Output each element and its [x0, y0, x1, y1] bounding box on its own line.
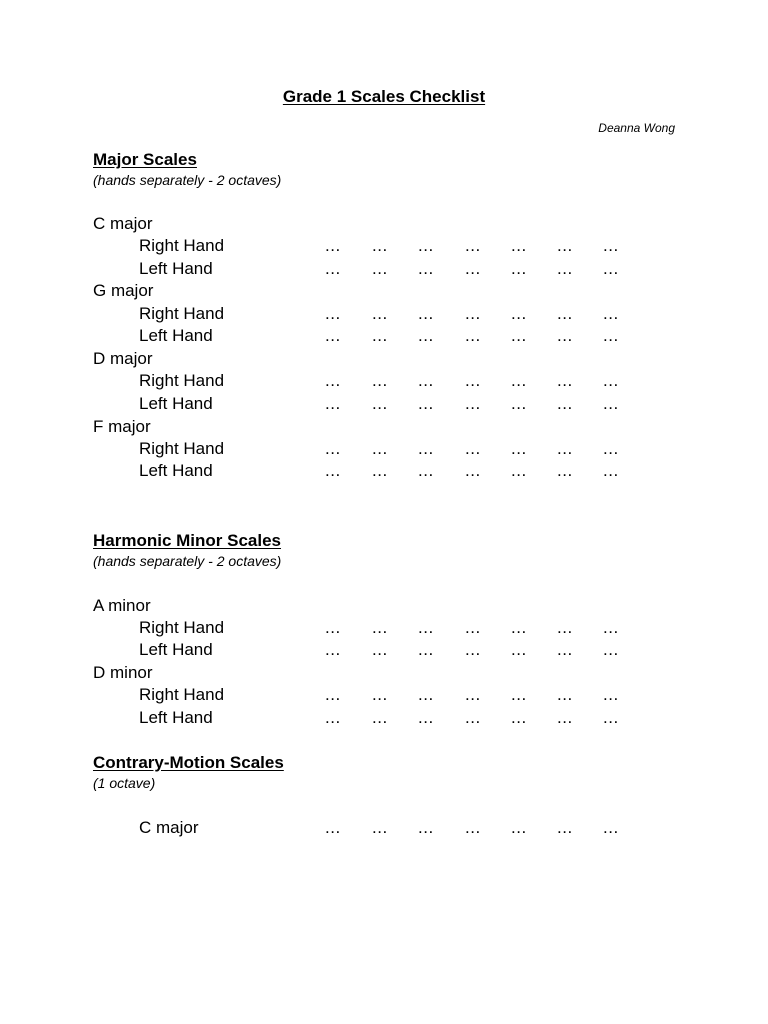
check-dots: ... — [325, 304, 341, 323]
check-dots: ... — [557, 618, 573, 637]
scale-name-f-major: F major — [93, 417, 151, 436]
minor-scales-note: (hands separately - 2 octaves) — [93, 553, 282, 569]
check-dots: ... — [557, 259, 573, 278]
check-dots: ... — [603, 326, 619, 345]
check-dots: ... — [465, 371, 481, 390]
check-dots: ... — [325, 236, 341, 255]
check-dots: ... — [557, 371, 573, 390]
minor-scales-title: Harmonic Minor Scales — [93, 531, 282, 550]
check-dots: ... — [603, 236, 619, 255]
check-dots: ... — [511, 371, 527, 390]
check-dots: ... — [325, 640, 341, 659]
check-dots: ... — [603, 618, 619, 637]
check-dots: ... — [557, 439, 573, 458]
check-dots: ... — [603, 259, 619, 278]
checklist-row — [0, 236, 768, 258]
checklist-row — [0, 461, 768, 483]
check-dots: ... — [511, 685, 527, 704]
check-dots: ... — [557, 461, 573, 480]
scale-name-c-major: C major — [93, 214, 153, 233]
check-dots: ... — [372, 461, 388, 480]
check-dots: ... — [418, 394, 434, 413]
check-dots: ... — [557, 304, 573, 323]
row-label-right-hand: Right Hand — [139, 304, 225, 323]
contrary-scales-title: Contrary-Motion Scales — [93, 753, 284, 772]
check-dots: ... — [465, 685, 481, 704]
check-dots: ... — [465, 618, 481, 637]
row-label-left-hand: Left Hand — [139, 394, 213, 413]
checklist-row — [0, 259, 768, 281]
page-title: Grade 1 Scales Checklist — [282, 87, 486, 106]
check-dots: ... — [557, 640, 573, 659]
check-dots: ... — [511, 236, 527, 255]
check-dots: ... — [372, 818, 388, 837]
check-dots: ... — [372, 326, 388, 345]
major-scales-note: (hands separately - 2 octaves) — [93, 172, 282, 188]
row-label-right-hand: Right Hand — [139, 439, 225, 458]
check-dots: ... — [465, 708, 481, 727]
check-dots: ... — [465, 236, 481, 255]
check-dots: ... — [325, 326, 341, 345]
check-dots: ... — [557, 326, 573, 345]
check-dots: ... — [418, 371, 434, 390]
check-dots: ... — [557, 236, 573, 255]
row-label-right-hand: Right Hand — [139, 371, 225, 390]
check-dots: ... — [603, 685, 619, 704]
check-dots: ... — [325, 708, 341, 727]
check-dots: ... — [418, 708, 434, 727]
check-dots: ... — [325, 618, 341, 637]
checklist-row — [0, 708, 768, 730]
check-dots: ... — [418, 259, 434, 278]
check-dots: ... — [418, 236, 434, 255]
checklist-row — [0, 618, 768, 640]
check-dots: ... — [325, 259, 341, 278]
scale-name-d-major: D major — [93, 349, 153, 368]
checklist-row — [0, 371, 768, 393]
scale-name-a-minor: A minor — [93, 596, 151, 615]
row-label-left-hand: Left Hand — [139, 640, 213, 659]
check-dots: ... — [511, 708, 527, 727]
check-dots: ... — [372, 640, 388, 659]
check-dots: ... — [511, 818, 527, 837]
row-label-right-hand: Right Hand — [139, 685, 225, 704]
check-dots: ... — [372, 685, 388, 704]
check-dots: ... — [325, 371, 341, 390]
major-scales-title: Major Scales — [93, 150, 197, 169]
check-dots: ... — [603, 371, 619, 390]
check-dots: ... — [418, 461, 434, 480]
check-dots: ... — [418, 685, 434, 704]
check-dots: ... — [372, 371, 388, 390]
checklist-row — [0, 640, 768, 662]
contrary-scales-note: (1 octave) — [93, 775, 156, 791]
checklist-row — [0, 304, 768, 326]
checklist-row — [0, 818, 768, 840]
check-dots: ... — [465, 439, 481, 458]
check-dots: ... — [465, 326, 481, 345]
check-dots: ... — [465, 394, 481, 413]
check-dots: ... — [557, 394, 573, 413]
check-dots: ... — [372, 236, 388, 255]
check-dots: ... — [603, 304, 619, 323]
check-dots: ... — [418, 304, 434, 323]
check-dots: ... — [372, 618, 388, 637]
check-dots: ... — [372, 394, 388, 413]
check-dots: ... — [465, 818, 481, 837]
row-label-left-hand: Left Hand — [139, 326, 213, 345]
check-dots: ... — [557, 685, 573, 704]
row-label-left-hand: Left Hand — [139, 259, 213, 278]
check-dots: ... — [418, 326, 434, 345]
check-dots: ... — [465, 259, 481, 278]
checklist-row — [0, 326, 768, 348]
row-label-left-hand: Left Hand — [139, 461, 213, 480]
check-dots: ... — [557, 708, 573, 727]
check-dots: ... — [511, 439, 527, 458]
checklist-row — [0, 394, 768, 416]
check-dots: ... — [372, 439, 388, 458]
check-dots: ... — [603, 818, 619, 837]
check-dots: ... — [557, 818, 573, 837]
check-dots: ... — [325, 461, 341, 480]
check-dots: ... — [603, 461, 619, 480]
row-label-left-hand: Left Hand — [139, 708, 213, 727]
check-dots: ... — [325, 818, 341, 837]
checklist-row — [0, 439, 768, 461]
check-dots: ... — [372, 304, 388, 323]
check-dots: ... — [511, 640, 527, 659]
check-dots: ... — [325, 394, 341, 413]
check-dots: ... — [372, 259, 388, 278]
check-dots: ... — [603, 708, 619, 727]
check-dots: ... — [418, 640, 434, 659]
check-dots: ... — [511, 618, 527, 637]
check-dots: ... — [372, 708, 388, 727]
check-dots: ... — [465, 640, 481, 659]
row-label-right-hand: Right Hand — [139, 618, 225, 637]
check-dots: ... — [465, 304, 481, 323]
check-dots: ... — [418, 618, 434, 637]
row-label-c-major: C major — [139, 818, 199, 837]
check-dots: ... — [603, 394, 619, 413]
scale-name-d-minor: D minor — [93, 663, 153, 682]
check-dots: ... — [511, 304, 527, 323]
check-dots: ... — [465, 461, 481, 480]
row-label-right-hand: Right Hand — [139, 236, 225, 255]
check-dots: ... — [418, 439, 434, 458]
check-dots: ... — [603, 439, 619, 458]
check-dots: ... — [511, 259, 527, 278]
check-dots: ... — [325, 685, 341, 704]
checklist-row — [0, 685, 768, 707]
check-dots: ... — [511, 461, 527, 480]
check-dots: ... — [603, 640, 619, 659]
check-dots: ... — [511, 326, 527, 345]
check-dots: ... — [325, 439, 341, 458]
check-dots: ... — [511, 394, 527, 413]
check-dots: ... — [418, 818, 434, 837]
scale-name-g-major: G major — [93, 281, 154, 300]
author-name: Deanna Wong — [598, 121, 675, 135]
